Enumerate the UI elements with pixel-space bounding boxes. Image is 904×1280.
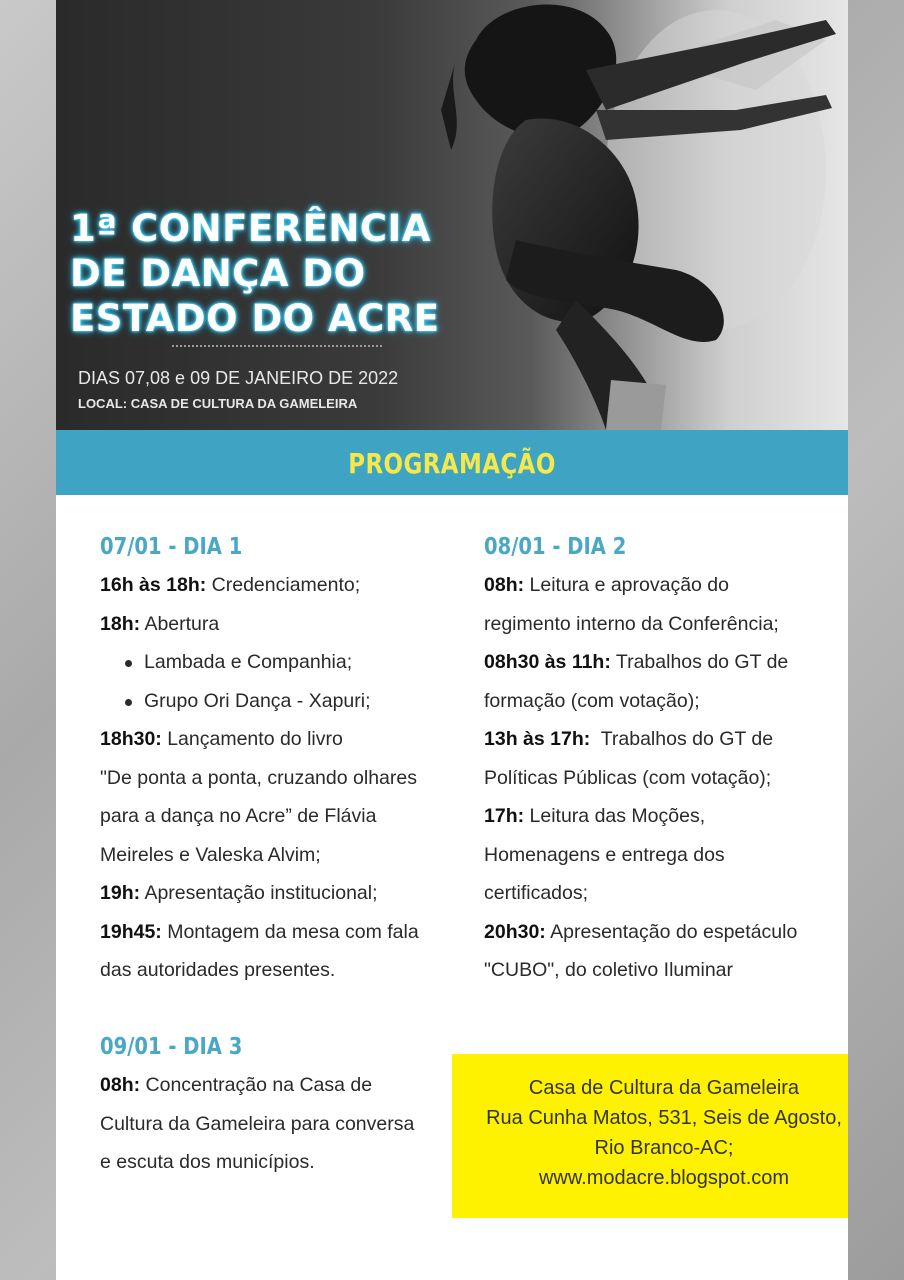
line-text: Concentração na Casa de — [140, 1074, 373, 1096]
line-text: Políticas Públicas (com votação); — [484, 766, 772, 789]
day3-list — [100, 1066, 440, 1182]
line-text: "De ponta a ponta, cruzando olhares — [100, 766, 417, 789]
title-line-2: DE DANÇA DO — [70, 252, 366, 295]
time-label: 08h: — [100, 1074, 141, 1096]
day1-line — [100, 951, 460, 990]
line-text: e escuta dos municípios. — [100, 1151, 315, 1173]
time-label: 18h30: — [100, 728, 162, 750]
day2-line — [484, 913, 834, 952]
time-label: 08h30 às 11h: — [484, 651, 611, 673]
venue-city: Rio Branco-AC; — [594, 1137, 734, 1159]
line-text: Apresentação institucional; — [140, 882, 378, 904]
day1-line — [100, 720, 460, 759]
programacao-title: PROGRAMAÇÃO — [348, 447, 556, 480]
day3-line — [100, 1143, 440, 1182]
line-text: Cultura da Gameleira para conversa — [100, 1112, 415, 1135]
day1-line — [100, 836, 460, 875]
venue-website: www.modacre.blogspot.com — [538, 1167, 790, 1189]
day1-heading: 07/01 - DIA 1 — [100, 534, 243, 560]
time-label: 18h: — [100, 612, 141, 635]
time-label: 19h45: — [100, 920, 162, 943]
day1-line — [100, 566, 460, 605]
event-location: LOCAL: CASA DE CULTURA DA GAMELEIRA — [78, 396, 358, 411]
day2-line — [484, 566, 834, 605]
day2-line — [484, 836, 834, 875]
line-text: certificados; — [484, 882, 589, 904]
line-text: "CUBO", do coletivo Iluminar — [484, 959, 734, 981]
bullet-text: Grupo Ori Dança - Xapuri; — [144, 689, 371, 712]
time-label: 19h: — [100, 882, 141, 904]
line-text: Homenagens e entrega dos — [484, 843, 725, 866]
time-label: 17h: — [484, 805, 525, 827]
day3-heading: 09/01 - DIA 3 — [100, 1034, 243, 1060]
poster — [56, 0, 848, 1280]
bullet-text: Lambada e Companhia; — [144, 651, 353, 673]
venue-name: Casa de Cultura da Gameleira — [528, 1077, 800, 1099]
day2-line — [484, 720, 834, 759]
day2-line — [484, 643, 834, 682]
time-label: 20h30: — [484, 920, 546, 943]
line-text: das autoridades presentes. — [100, 959, 336, 981]
day1-column — [100, 534, 460, 990]
venue-address: Rua Cunha Matos, 531, Seis de Agosto, — [486, 1107, 842, 1129]
day2-line — [484, 797, 834, 836]
day2-line — [484, 951, 834, 990]
line-text: Apresentação do espetáculo — [545, 920, 798, 943]
day2-list — [484, 566, 834, 990]
day2-column — [484, 534, 834, 990]
day1-line — [100, 605, 460, 644]
line-text: Credenciamento; — [206, 574, 361, 596]
day1-line — [100, 913, 460, 952]
line-text: Trabalhos do GT de — [610, 651, 789, 673]
day1-line — [100, 797, 460, 836]
day3-column — [100, 1034, 440, 1182]
title-line-1: 1ª CONFERÊNCIA — [70, 207, 431, 250]
day1-line — [100, 759, 460, 798]
line-text: Leitura das Moções, — [524, 805, 706, 827]
programacao-band — [56, 430, 848, 495]
day2-heading: 08/01 - DIA 2 — [484, 534, 627, 560]
event-dates: DIAS 07,08 e 09 DE JANEIRO DE 2022 — [78, 368, 399, 388]
venue-info-box — [452, 1054, 848, 1218]
line-text: Abertura — [140, 612, 220, 635]
day1-line — [100, 874, 460, 913]
line-text: Montagem da mesa com fala — [161, 920, 419, 943]
day1-bullet-item — [100, 682, 460, 721]
line-text: regimento interno da Conferência; — [484, 612, 779, 635]
day3-line — [100, 1105, 440, 1144]
day1-list — [100, 566, 460, 990]
header-banner — [56, 0, 848, 430]
time-label: 08h: — [484, 574, 525, 596]
day2-line — [484, 682, 834, 721]
line-text: Lançamento do livro — [161, 728, 343, 750]
day2-line — [484, 605, 834, 644]
title-divider — [172, 345, 382, 347]
time-label: 13h às 17h: — [484, 728, 591, 750]
line-text: Leitura e aprovação do — [524, 574, 730, 596]
line-text: Trabalhos do GT de — [590, 728, 774, 750]
line-text: formação (com votação); — [484, 689, 700, 712]
day2-line — [484, 874, 834, 913]
day2-line — [484, 759, 834, 798]
conference-title — [70, 206, 470, 341]
time-label: 16h às 18h: — [100, 574, 207, 596]
line-text: Meireles e Valeska Alvim; — [100, 843, 321, 866]
day1-bullet-item — [100, 643, 460, 682]
line-text: para a dança no Acre” de Flávia — [100, 805, 377, 827]
title-line-3: ESTADO DO ACRE — [70, 297, 440, 340]
day3-line — [100, 1066, 440, 1105]
